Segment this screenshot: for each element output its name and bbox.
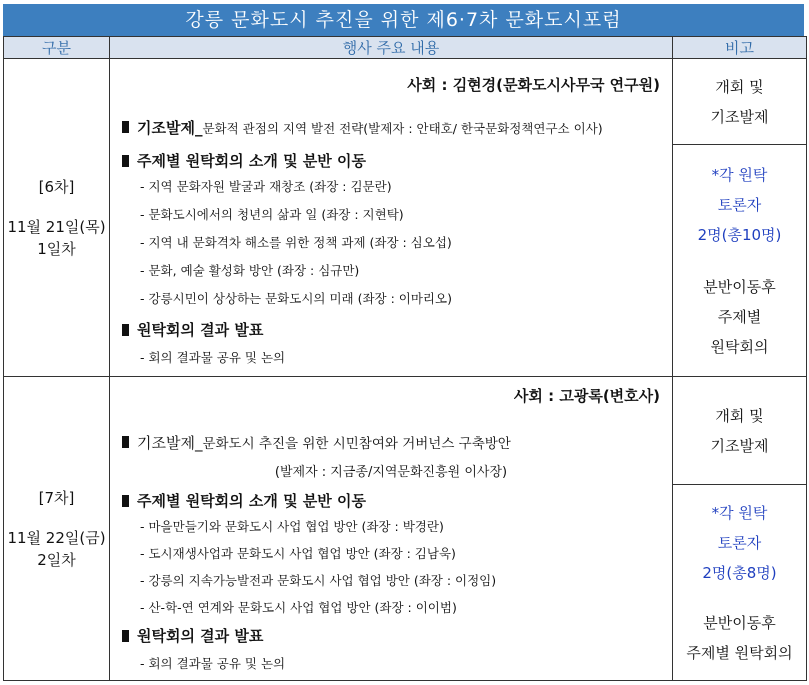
header-category: 구분	[4, 37, 110, 59]
emcee: 사회 : 고광록(변호사)	[513, 387, 660, 405]
session-7-content	[110, 377, 673, 681]
list-item: - 강릉의 지속가능발전과 문화도시 사업 협업 방안 (좌장 : 이정임)	[140, 573, 497, 588]
note-opening: 개회 및 기조발제	[673, 59, 807, 145]
list-item: - 마을만들기와 문화도시 사업 협업 방안 (좌장 : 박경란)	[140, 519, 444, 534]
roundtable-title: 주제별 원탁회의 소개 및 분반 이동	[110, 150, 672, 171]
keynote-label: 기조발제_	[137, 434, 203, 452]
session-day: 1일차	[37, 239, 76, 258]
keynote-presenter: (발제자 : 지금종/지역문화진흥원 이사장)	[274, 465, 508, 480]
keynote	[110, 432, 672, 453]
table-row	[4, 59, 807, 145]
roundtable-title: 주제별 원탁회의 소개 및 분반 이동	[110, 490, 672, 511]
session-7-cell	[4, 377, 110, 681]
results-title: 원탁회의 결과 발표	[110, 625, 672, 646]
list-item: - 회의 결과물 공유 및 논의	[140, 349, 286, 365]
bullet-square-icon	[122, 495, 129, 507]
bullet-square-icon	[122, 324, 129, 336]
keynote-desc: 문화도시 추진을 위한 시민참여와 거버넌스 구축방안	[202, 436, 511, 452]
session-6-content	[110, 59, 673, 377]
keynote-label: 기조발제_	[137, 118, 203, 137]
list-item: - 문화, 예술 활성화 방안 (좌장 : 심규만)	[140, 262, 360, 278]
session-6-cell	[4, 59, 110, 377]
session-label: [7차]	[38, 488, 75, 507]
header-notes: 비고	[673, 37, 807, 59]
bullet-square-icon	[122, 630, 129, 642]
session-day: 2일차	[37, 550, 76, 569]
note-opening: 개회 및 기조발제	[673, 377, 807, 485]
note-roundtable: *각 원탁 토론자 2명(총8명) 분반이동후 주제별 원탁회의	[673, 485, 807, 681]
list-item: - 문화도시에서의 청년의 삶과 일 (좌장 : 지현탁)	[140, 206, 404, 222]
page-title: 강릉 문화도시 추진을 위한 제6·7차 문화도시포럼	[3, 4, 804, 36]
list-item: - 지역 내 문화격차 해소를 위한 정책 과제 (좌장 : 심오섭)	[140, 234, 452, 250]
list-item: - 강릉시민이 상상하는 문화도시의 미래 (좌장 : 이마리오)	[140, 290, 452, 306]
keynote	[110, 117, 672, 138]
table-header-row	[4, 37, 807, 59]
keynote-desc: 문화적 관점의 지역 발전 전략(발제자 : 안태호/ 한국문화정책연구소 이사)	[202, 120, 603, 136]
list-item: - 회의 결과물 공유 및 논의	[140, 656, 286, 671]
forum-schedule-table	[3, 36, 807, 681]
results-title: 원탁회의 결과 발표	[110, 319, 672, 340]
list-item: - 도시재생사업과 문화도시 사업 협업 방안 (좌장 : 김남욱)	[140, 546, 456, 561]
bullet-square-icon	[122, 436, 129, 448]
emcee: 사회 : 김현경(문화도시사무국 연구원)	[407, 75, 660, 94]
header-contents: 행사 주요 내용	[110, 37, 673, 59]
bullet-square-icon	[122, 155, 129, 167]
note-roundtable: *각 원탁 토론자 2명(총10명) 분반이동후 주제별 원탁회의	[673, 145, 807, 377]
table-row	[4, 377, 807, 485]
session-date: 11월 21일(목)	[7, 217, 106, 236]
list-item: - 산-학-연 연계와 문화도시 사업 협업 방안 (좌장 : 이이범)	[140, 600, 457, 615]
session-label: [6차]	[38, 177, 75, 196]
list-item: - 지역 문화자원 발굴과 재창조 (좌장 : 김문란)	[140, 178, 392, 194]
session-date: 11월 22일(금)	[7, 528, 106, 547]
bullet-square-icon	[122, 121, 129, 133]
